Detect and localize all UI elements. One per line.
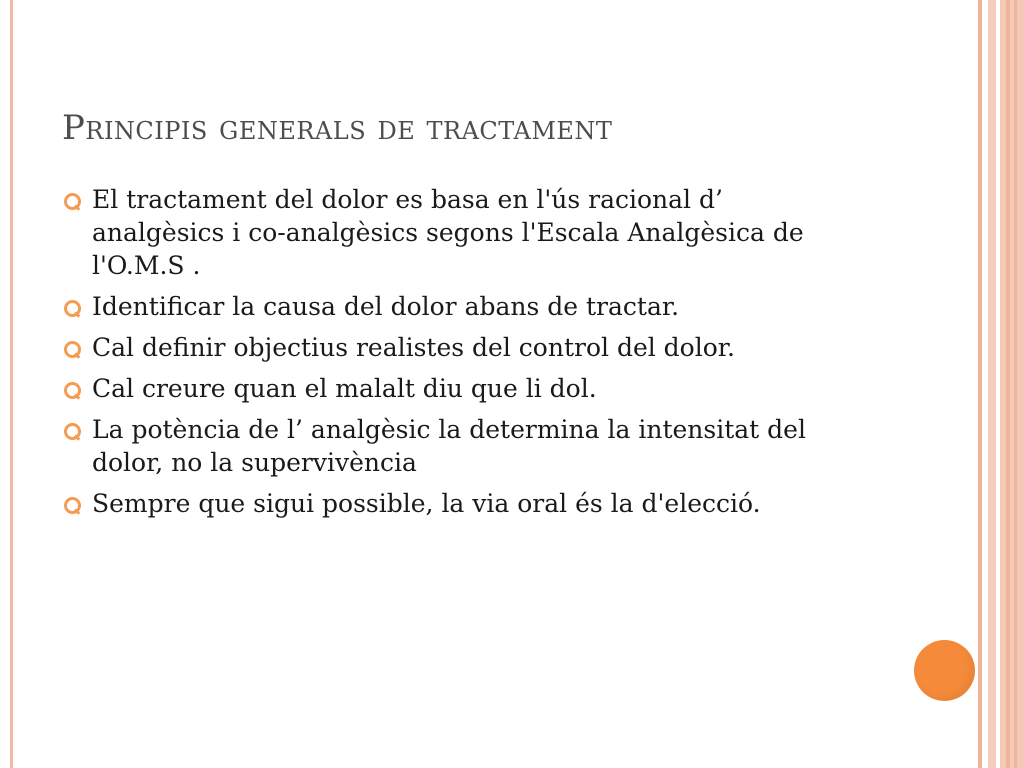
list-item	[62, 183, 862, 282]
ring-bullet-icon	[64, 341, 81, 358]
list-item	[62, 487, 862, 520]
bullet-text: Identificar la causa del dolor abans de tractar.	[92, 292, 680, 321]
bullet-text: Cal creure quan el malalt diu que li dol.	[92, 374, 597, 403]
right-decor-line	[1006, 0, 1010, 768]
slide-title: Principis generals de tractament	[62, 108, 613, 148]
left-frame-border	[10, 0, 13, 768]
ring-bullet-icon	[64, 300, 81, 317]
ring-bullet-icon	[64, 382, 81, 399]
right-decor-line	[1014, 0, 1017, 768]
list-item	[62, 290, 862, 323]
right-decor-band	[1000, 0, 1024, 768]
ring-bullet-icon	[64, 423, 81, 440]
ring-bullet-icon	[64, 497, 81, 514]
list-item	[62, 372, 862, 405]
bullet-text: El tractament del dolor es basa en l'ús racional d’ analgèsics i co-analgèsics segons l'Escala Analgèsica de l'O.M.S .	[92, 185, 804, 280]
bullet-text: Sempre que sigui possible, la via oral és la d'elecció.	[92, 489, 761, 518]
list-item	[62, 331, 862, 364]
list-item	[62, 413, 862, 479]
right-decor-line	[978, 0, 982, 768]
right-decor-strip	[988, 0, 996, 768]
bullet-list	[62, 183, 862, 528]
bullet-text: La potència de l’ analgèsic la determina la intensitat del dolor, no la supervivència	[92, 415, 806, 477]
bullet-text: Cal definir objectius realistes del control del dolor.	[92, 333, 735, 362]
orange-circle-decoration	[914, 640, 975, 701]
ring-bullet-icon	[64, 193, 81, 210]
